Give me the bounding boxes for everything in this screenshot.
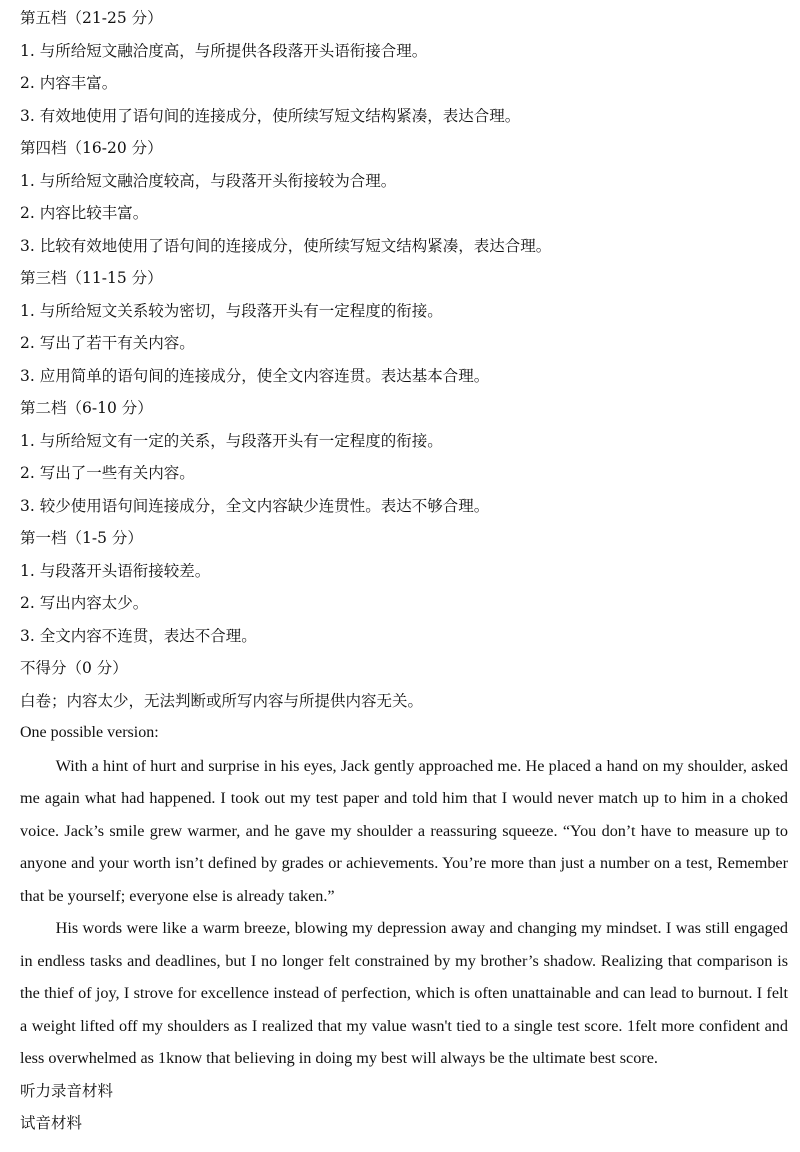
tier-1-item-2: 2. 写出内容太少。 [20,594,149,612]
tier-3-heading: 第三档（11-15 分） [20,269,163,287]
zero-score-heading: 不得分（0 分） [20,659,128,677]
sample-paragraph-2: His words were like a warm breeze, blowing my depression away and changing my mindset. I was still engaged in endless tasks and deadlines, but I no longer felt constrained by my brother’s shadow. Realizing that comparison is the thief of joy, I strove for excellence instead of perfection, which is often unattainable and can lead to burnout. I felt a weight lifted off my shoulders as I realized that my value wasn't tied to a single test score. 1felt more confident and less overwhelmed as 1know that believing in doing my best will always be the ultimate best score. [20,919,788,1067]
trial-material-title: 试音材料 [20,1114,83,1132]
tier-2-item-2: 2. 写出了一些有关内容。 [20,464,195,482]
tier-2-item-3: 3. 较少使用语句间连接成分，全文内容缺少连贯性。表达不够合理。 [20,496,490,515]
tier-4-item-2: 2. 内容比较丰富。 [20,204,149,222]
tier-5-heading: 第五档（21-25 分） [20,9,163,27]
tier-4-item-3: 3. 比较有效地使用了语句间的连接成分，使所续写短文结构紧凑，表达合理。 [20,236,552,255]
listening-material-title: 听力录音材料 [20,1081,114,1100]
tier-5-item-2: 2. 内容丰富。 [20,74,118,92]
document-page [20,2,788,1140]
tier-5-item-3: 3. 有效地使用了语句间的连接成分，使所续写短文结构紧凑，表达合理。 [20,106,521,125]
tier-1-item-1: 1. 与段落开头语衔接较差。 [20,561,211,580]
tier-4-item-1: 1. 与所给短文融洽度较高，与段落开头衔接较为合理。 [20,171,397,190]
tier-2-heading: 第二档（6-10 分） [20,399,153,417]
zero-score-text: 白卷；内容太少，无法判断或所写内容与所提供内容无关。 [20,691,424,710]
tier-4-heading: 第四档（16-20 分） [20,139,163,157]
sample-paragraph-1: With a hint of hurt and surprise in his eyes, Jack gently approached me. He placed a hand on my shoulder, asked me again what had happened. I took out my test paper and told him that I would never match up to him in a choked voice. Jack’s smile grew warmer, and he gave my shoulder a reassuring squeeze. “You don’t have to measure up to anyone and your worth isn’t defined by grades or achievements. You’re more than just a number on a test, Remember that be yourself; everyone else is already taken.” [20,756,788,905]
tier-1-heading: 第一档（1-5 分） [20,529,143,547]
tier-5-item-1: 1. 与所给短文融洽度高，与所提供各段落开头语衔接合理。 [20,41,428,60]
tier-3-item-2: 2. 写出了若干有关内容。 [20,334,195,352]
tier-2-item-1: 1. 与所给短文有一定的关系，与段落开头有一定程度的衔接。 [20,431,443,450]
tier-3-item-3: 3. 应用简单的语句间的连接成分，使全文内容连贯。表达基本合理。 [20,366,490,385]
tier-3-item-1: 1. 与所给短文关系较为密切，与段落开头有一定程度的衔接。 [20,301,443,320]
sample-label: One possible version: [20,724,159,741]
tier-1-item-3: 3. 全文内容不连贯，表达不合理。 [20,626,257,645]
